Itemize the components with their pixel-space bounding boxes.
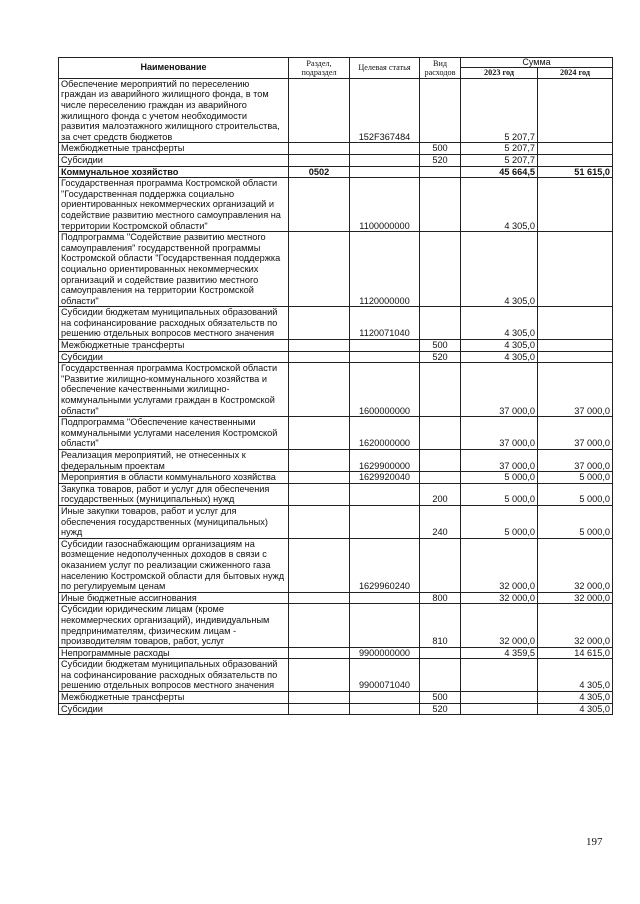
cell-target: 1629900000 (350, 450, 420, 472)
cell-2023: 37 000,0 (461, 363, 538, 417)
cell-kind (420, 78, 461, 143)
cell-section (289, 78, 350, 143)
cell-2024 (538, 307, 613, 340)
cell-2024: 5 000,0 (538, 483, 613, 505)
cell-2024 (538, 232, 613, 307)
cell-name: Подпрограмма "Содействие развитию местного самоуправления" государственной программы Костромской области "Государственная поддержка социально ориентированных некоммерческих организаций и содействие развитию местного самоуправления на территории Костромской области" (59, 232, 289, 307)
cell-name: Субсидии газоснабжающим организациям на возмещение недополученных доходов в связи с оказанием услуг по реализации сжиженного газа населению Костромской области для бытовых нужд по регулируемым ценам (59, 538, 289, 592)
table-row (59, 178, 613, 232)
cell-2024: 32 000,0 (538, 604, 613, 647)
cell-kind: 520 (420, 703, 461, 715)
cell-target: 9900000000 (350, 647, 420, 659)
cell-kind (420, 417, 461, 450)
table-row (59, 472, 613, 484)
cell-section (289, 647, 350, 659)
cell-2023: 45 664,5 (461, 166, 538, 178)
cell-2023: 4 305,0 (461, 178, 538, 232)
cell-kind: 240 (420, 505, 461, 538)
cell-name: Закупка товаров, работ и услуг для обеспечения государственных (муниципальных) нужд (59, 483, 289, 505)
cell-name: Реализация мероприятий, не отнесенных к федеральным проектам (59, 450, 289, 472)
cell-2023: 32 000,0 (461, 592, 538, 604)
table-header (59, 58, 613, 79)
cell-section (289, 232, 350, 307)
cell-2023: 5 207,7 (461, 143, 538, 155)
cell-section (289, 472, 350, 484)
budget-table (58, 57, 613, 715)
cell-target: 1120071040 (350, 307, 420, 340)
cell-target (350, 505, 420, 538)
cell-section (289, 659, 350, 692)
cell-section (289, 154, 350, 166)
cell-name: Субсидии (59, 351, 289, 363)
cell-name: Субсидии юридическим лицам (кроме некоммерческих организаций), индивидуальным предпринимателям, физическим лицам - производителям товаров, работ, услуг (59, 604, 289, 647)
table-row (59, 659, 613, 692)
cell-2024 (538, 78, 613, 143)
cell-target (350, 340, 420, 352)
table-row (59, 647, 613, 659)
table-body (59, 78, 613, 714)
cell-kind (420, 363, 461, 417)
header-2024: 2024 год (538, 68, 613, 78)
cell-target (350, 483, 420, 505)
table-row (59, 307, 613, 340)
table-row (59, 592, 613, 604)
cell-2023: 5 000,0 (461, 483, 538, 505)
cell-2024: 4 305,0 (538, 659, 613, 692)
cell-name: Подпрограмма "Обеспечение качественными коммунальными услугами населения Костромской области" (59, 417, 289, 450)
cell-target (350, 166, 420, 178)
table-row (59, 538, 613, 592)
cell-target (350, 143, 420, 155)
cell-kind (420, 538, 461, 592)
cell-2023: 4 305,0 (461, 340, 538, 352)
header-target: Целевая статья (350, 58, 420, 79)
table-row (59, 154, 613, 166)
cell-2024: 32 000,0 (538, 538, 613, 592)
cell-target (350, 604, 420, 647)
table-row (59, 450, 613, 472)
cell-2024: 14 615,0 (538, 647, 613, 659)
cell-section (289, 340, 350, 352)
cell-kind: 520 (420, 154, 461, 166)
cell-target: 1620000000 (350, 417, 420, 450)
cell-name: Межбюджетные трансферты (59, 340, 289, 352)
cell-kind: 800 (420, 592, 461, 604)
cell-2024: 37 000,0 (538, 417, 613, 450)
table-row (59, 505, 613, 538)
cell-section (289, 592, 350, 604)
cell-section (289, 417, 350, 450)
cell-section (289, 307, 350, 340)
cell-2023: 4 305,0 (461, 232, 538, 307)
cell-section (289, 505, 350, 538)
cell-target (350, 692, 420, 704)
cell-2024: 37 000,0 (538, 450, 613, 472)
cell-section: 0502 (289, 166, 350, 178)
cell-2023: 4 305,0 (461, 351, 538, 363)
cell-kind (420, 232, 461, 307)
cell-2024: 5 000,0 (538, 472, 613, 484)
cell-name: Субсидии бюджетам муниципальных образований на софинансирование расходных обязательств по решению отдельных вопросов местного значения (59, 307, 289, 340)
cell-kind (420, 450, 461, 472)
cell-2023: 37 000,0 (461, 450, 538, 472)
cell-2023: 4 305,0 (461, 307, 538, 340)
cell-2023 (461, 703, 538, 715)
cell-kind (420, 307, 461, 340)
table-row (59, 351, 613, 363)
cell-kind: 810 (420, 604, 461, 647)
page-number: 197 (586, 836, 603, 848)
cell-2023: 32 000,0 (461, 604, 538, 647)
cell-name: Межбюджетные трансферты (59, 692, 289, 704)
cell-2024: 51 615,0 (538, 166, 613, 178)
cell-target (350, 592, 420, 604)
cell-target (350, 703, 420, 715)
cell-2024: 4 305,0 (538, 703, 613, 715)
cell-section (289, 703, 350, 715)
cell-target (350, 351, 420, 363)
table-row (59, 166, 613, 178)
cell-target: 1100000000 (350, 178, 420, 232)
cell-name: Государственная программа Костромской области "Государственная поддержка социально ориентированных некоммерческих организаций и содействие развитию местного самоуправления на территории Костромской области" (59, 178, 289, 232)
cell-name: Мероприятия в области коммунального хозяйства (59, 472, 289, 484)
cell-name: Межбюджетные трансферты (59, 143, 289, 155)
cell-name: Субсидии бюджетам муниципальных образований на софинансирование расходных обязательств по решению отдельных вопросов местного значения (59, 659, 289, 692)
cell-kind (420, 647, 461, 659)
cell-2023: 32 000,0 (461, 538, 538, 592)
cell-2024 (538, 143, 613, 155)
table-row (59, 483, 613, 505)
cell-2023: 5 000,0 (461, 505, 538, 538)
cell-kind: 500 (420, 692, 461, 704)
cell-2023 (461, 692, 538, 704)
cell-2023: 5 207,7 (461, 154, 538, 166)
cell-kind (420, 178, 461, 232)
cell-2024: 4 305,0 (538, 692, 613, 704)
cell-target: 152F367484 (350, 78, 420, 143)
cell-kind (420, 166, 461, 178)
cell-2023 (461, 659, 538, 692)
cell-2023: 5 207,7 (461, 78, 538, 143)
cell-name: Субсидии (59, 154, 289, 166)
cell-name: Иные закупки товаров, работ и услуг для обеспечения государственных (муниципальных) нужд (59, 505, 289, 538)
cell-section (289, 692, 350, 704)
cell-2023: 4 359,5 (461, 647, 538, 659)
cell-kind: 520 (420, 351, 461, 363)
cell-kind: 200 (420, 483, 461, 505)
cell-name: Коммунальное хозяйство (59, 166, 289, 178)
table-row (59, 78, 613, 143)
cell-name: Государственная программа Костромской области "Развитие жилищно-коммунального хозяйства и обеспечение качественными жилищно-коммунальными услугами граждан в Костромской области" (59, 363, 289, 417)
cell-2023: 37 000,0 (461, 417, 538, 450)
header-2023: 2023 год (461, 68, 538, 78)
cell-section (289, 351, 350, 363)
cell-kind: 500 (420, 143, 461, 155)
table-row (59, 604, 613, 647)
header-name: Наименование (59, 58, 289, 79)
table-row (59, 703, 613, 715)
cell-2024: 37 000,0 (538, 363, 613, 417)
cell-name: Субсидии (59, 703, 289, 715)
table-row (59, 143, 613, 155)
table-row (59, 417, 613, 450)
cell-target: 1629920040 (350, 472, 420, 484)
cell-target: 1120000000 (350, 232, 420, 307)
cell-name: Непрограммные расходы (59, 647, 289, 659)
header-kind: Вид расходов (420, 58, 461, 79)
table-row (59, 692, 613, 704)
cell-section (289, 450, 350, 472)
cell-section (289, 538, 350, 592)
cell-target: 1600000000 (350, 363, 420, 417)
table-row (59, 340, 613, 352)
cell-kind (420, 472, 461, 484)
table-row (59, 363, 613, 417)
header-sum: Сумма (461, 58, 613, 68)
cell-section (289, 178, 350, 232)
cell-section (289, 143, 350, 155)
cell-section (289, 483, 350, 505)
cell-2024 (538, 351, 613, 363)
cell-section (289, 604, 350, 647)
table-row (59, 232, 613, 307)
cell-2024 (538, 340, 613, 352)
cell-2024: 5 000,0 (538, 505, 613, 538)
cell-2023: 5 000,0 (461, 472, 538, 484)
cell-section (289, 363, 350, 417)
cell-2024 (538, 154, 613, 166)
cell-name: Иные бюджетные ассигнования (59, 592, 289, 604)
cell-kind (420, 659, 461, 692)
cell-target (350, 154, 420, 166)
header-section: Раздел, подраздел (289, 58, 350, 79)
cell-kind: 500 (420, 340, 461, 352)
cell-target: 9900071040 (350, 659, 420, 692)
cell-2024: 32 000,0 (538, 592, 613, 604)
cell-name: Обеспечение мероприятий по переселению граждан из аварийного жилищного фонда, в том числе переселению граждан из аварийного жилищного фонда с учетом необходимости развития малоэтажного жилищного строительства, за счет средств бюджетов (59, 78, 289, 143)
cell-2024 (538, 178, 613, 232)
cell-target: 1629960240 (350, 538, 420, 592)
